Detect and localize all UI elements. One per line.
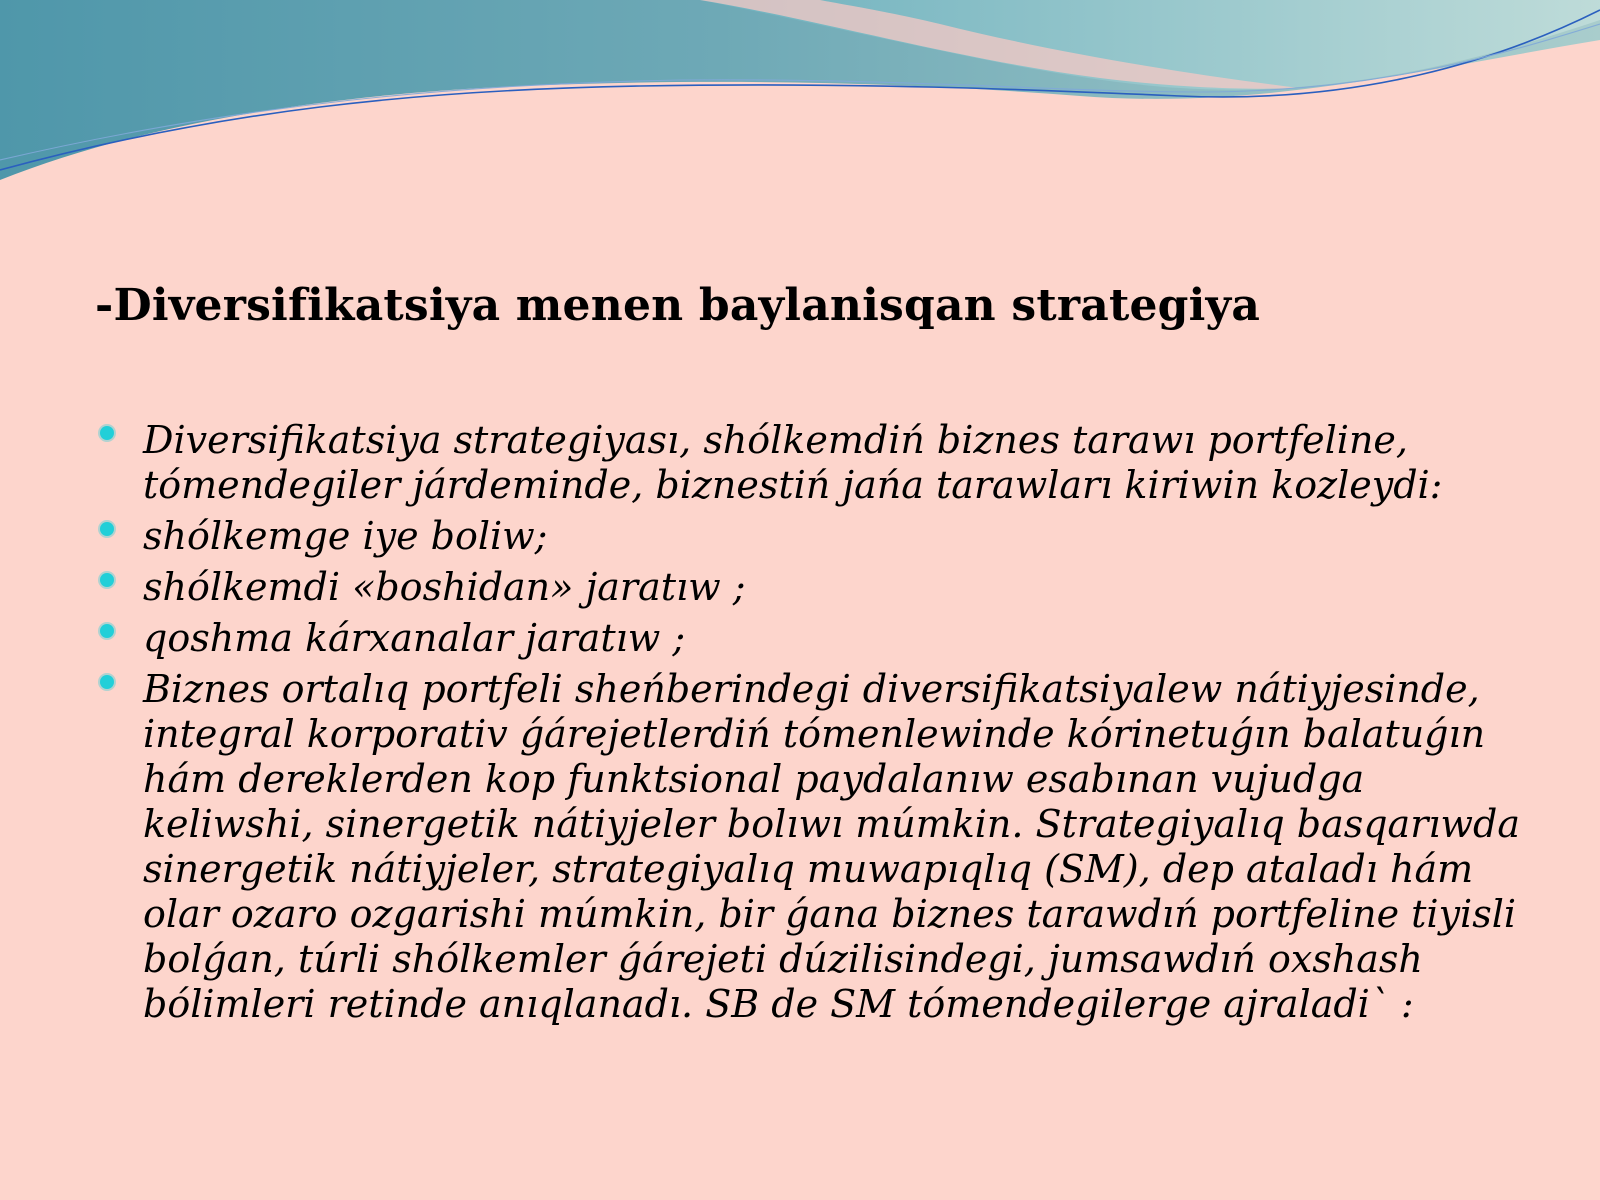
bullet-dot-icon — [100, 675, 114, 689]
bullet-item — [95, 418, 1535, 508]
bullet-item — [95, 514, 1535, 559]
bullet-item — [95, 565, 1535, 610]
bullet-text: Biznes ortalıq portfeli sheńberindegi diversifikatsiyalew nátiyjesinde, integral korporativ ǵárejetlerdiń tómenlewinde kórinetuǵın balatuǵın hám dereklerden kop funktsional paydalanıw esabınan vujudga keliwshi, sinergetik nátiyjeler bolıwı múmkin. Strategiyalıq basqarıwda sinergetik nátiyjeler, strategiyalıq muwapıqlıq (SM), dep ataladı hám olar ozaro ozgarishi múmkin, bir ǵana biznes tarawdıń portfeline tiyisli bolǵan, túrli shólkemler ǵárejeti dúzilisindegi, jumsawdıń oxshash bólimleri retinde anıqlanadı. SB de SM tómendegilerge ajraladi` : — [143, 667, 1521, 1026]
bullet-dot-icon — [100, 624, 114, 638]
bullet-text: Diversifikatsiya strategiyası, shólkemdiń biznes tarawı portfeline, tómendegiler járdeminde, biznestiń jańa tarawları kiriwin kozleydi: — [143, 418, 1443, 507]
wave-header-decoration — [0, 0, 1600, 190]
bullet-text: qoshma kárxanalar jaratıw ; — [143, 616, 686, 660]
bullet-item — [95, 667, 1535, 1027]
slide-title: -Diversifikatsiya menen baylanisqan strategiya — [95, 280, 1261, 331]
bullet-item — [95, 616, 1535, 661]
bullet-dot-icon — [100, 426, 114, 440]
bullet-dot-icon — [100, 522, 114, 536]
bullet-text: shólkemdi «boshidan» jaratıw ; — [143, 565, 746, 609]
bullet-dot-icon — [100, 573, 114, 587]
bullet-text: shólkemge iye boliw; — [143, 514, 548, 558]
bullet-list — [95, 418, 1535, 1033]
